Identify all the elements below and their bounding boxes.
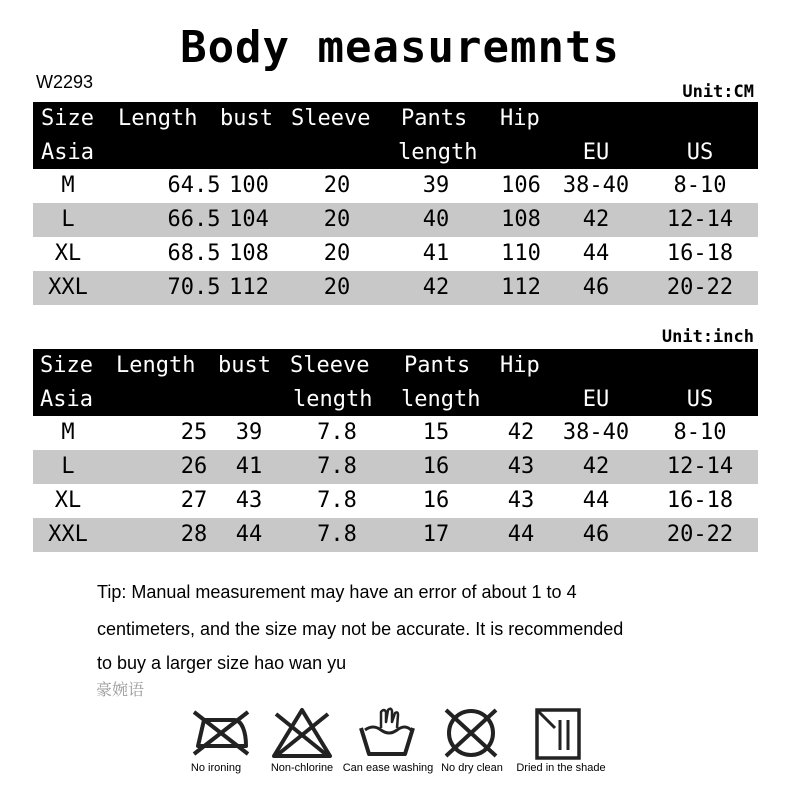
cell-us: 20-22 [666,275,734,300]
cell-bust: 39 [235,420,263,445]
cell-size: M [61,420,75,445]
unit-label-cm: Unit:CM [682,82,754,102]
header-asia: Asia [40,387,93,412]
cell-length: 26 [180,454,208,479]
cell-us: 8-10 [673,173,727,198]
header-bust: bust [218,353,271,378]
header-length: Length [118,106,198,131]
care-label-no-dry-clean: No dry clean [441,762,503,774]
table-row [33,203,758,237]
header-us: US [686,387,714,412]
cell-hip: 108 [501,207,541,232]
cell-pants: 41 [422,241,450,266]
cell-sleeve: 20 [323,173,351,198]
cell-us: 12-14 [666,207,734,232]
cell-hip: 106 [501,173,541,198]
header-us: US [686,140,714,165]
cell-pants: 42 [422,275,450,300]
care-label-hand-wash: Can ease washing [342,762,434,774]
hand-wash-icon [355,706,419,765]
care-label-no-ironing: No ironing [190,762,242,774]
table-row [33,484,758,518]
cell-sleeve: 20 [323,275,351,300]
header-pants-length: length [401,387,481,412]
cell-pants: 17 [422,522,450,547]
page-title: Body measuremnts [180,22,620,73]
cell-bust: 44 [235,522,263,547]
table-row [33,271,758,305]
table-row [33,237,758,271]
cell-size: XXL [48,522,88,547]
tip-line-1: Tip: Manual measurement may have an error of about 1 to 4 [97,582,577,602]
cell-pants: 16 [422,488,450,513]
table-header [33,102,758,169]
cell-eu: 44 [582,241,610,266]
cell-eu: 42 [582,454,610,479]
table-row [33,169,758,203]
cell-eu: 38-40 [562,420,630,445]
header-pants-length: length [398,140,478,165]
care-label-non-chlorine: Non-chlorine [270,762,334,774]
cell-pants: 39 [422,173,450,198]
header-sleeve: Sleeve [290,353,370,378]
header-size: Size [40,353,93,378]
cell-us: 8-10 [673,420,727,445]
cell-eu: 38-40 [562,173,630,198]
cell-length: 27 [180,488,208,513]
cell-bust: 104 [229,207,269,232]
no-ironing-icon [190,706,252,763]
cell-hip: 44 [507,522,535,547]
non-chlorine-icon [270,706,334,765]
size-table-cm [33,102,758,305]
cell-eu: 44 [582,488,610,513]
cell-size: XL [54,241,82,266]
cell-sleeve: 7.8 [317,420,357,445]
cell-us: 16-18 [666,241,734,266]
cell-length: 64.5 [167,173,221,198]
cell-size: XXL [48,275,88,300]
cell-size: L [61,207,75,232]
header-sleeve: Sleeve [291,106,371,131]
header-pants: Pants [404,353,471,378]
cell-sleeve: 20 [323,241,351,266]
unit-label-inch: Unit:inch [661,327,754,347]
cell-length: 25 [180,420,208,445]
cell-bust: 112 [229,275,269,300]
table-header [33,349,758,416]
cell-sleeve: 7.8 [317,522,357,547]
cell-length: 68.5 [167,241,221,266]
cell-pants: 16 [422,454,450,479]
product-code: W2293 [36,72,94,92]
table-row [33,518,758,552]
tip-line-2: centimeters, and the size may not be accurate. It is recommended [97,619,624,639]
cell-eu: 46 [582,522,610,547]
header-size: Size [41,106,94,131]
header-eu: EU [582,387,610,412]
header-hip: Hip [500,106,540,131]
header-hip: Hip [500,353,540,378]
cell-size: L [61,454,75,479]
table-row [33,450,758,484]
brand-chinese: 豪婉语 [96,682,145,699]
header-length: Length [116,353,196,378]
no-dry-clean-icon [440,706,502,765]
cell-sleeve: 20 [323,207,351,232]
header-pants: Pants [401,106,468,131]
cell-hip: 43 [507,454,535,479]
dry-in-shade-icon [533,706,583,767]
header-bust: bust [220,106,273,131]
care-label-dry-in-shade: Dried in the shade [516,762,606,774]
cell-hip: 43 [507,488,535,513]
cell-hip: 42 [507,420,535,445]
table-row [33,416,758,450]
cell-bust: 41 [235,454,263,479]
cell-us: 16-18 [666,488,734,513]
cell-length: 28 [180,522,208,547]
header-asia: Asia [41,140,94,165]
cell-us: 12-14 [666,454,734,479]
cell-pants: 40 [422,207,450,232]
cell-length: 70.5 [167,275,221,300]
cell-eu: 42 [582,207,610,232]
cell-bust: 100 [229,173,269,198]
cell-size: M [61,173,75,198]
cell-eu: 46 [582,275,610,300]
size-table-inch [33,349,758,552]
cell-pants: 15 [422,420,450,445]
cell-hip: 110 [501,241,541,266]
cell-sleeve: 7.8 [317,454,357,479]
cell-bust: 108 [229,241,269,266]
cell-length: 66.5 [167,207,221,232]
cell-bust: 43 [235,488,263,513]
header-sleeve-length: length [293,387,373,412]
cell-hip: 112 [501,275,541,300]
header-eu: EU [582,140,610,165]
cell-us: 20-22 [666,522,734,547]
tip-line-3: to buy a larger size hao wan yu [97,653,347,673]
cell-sleeve: 7.8 [317,488,357,513]
cell-size: XL [54,488,82,513]
